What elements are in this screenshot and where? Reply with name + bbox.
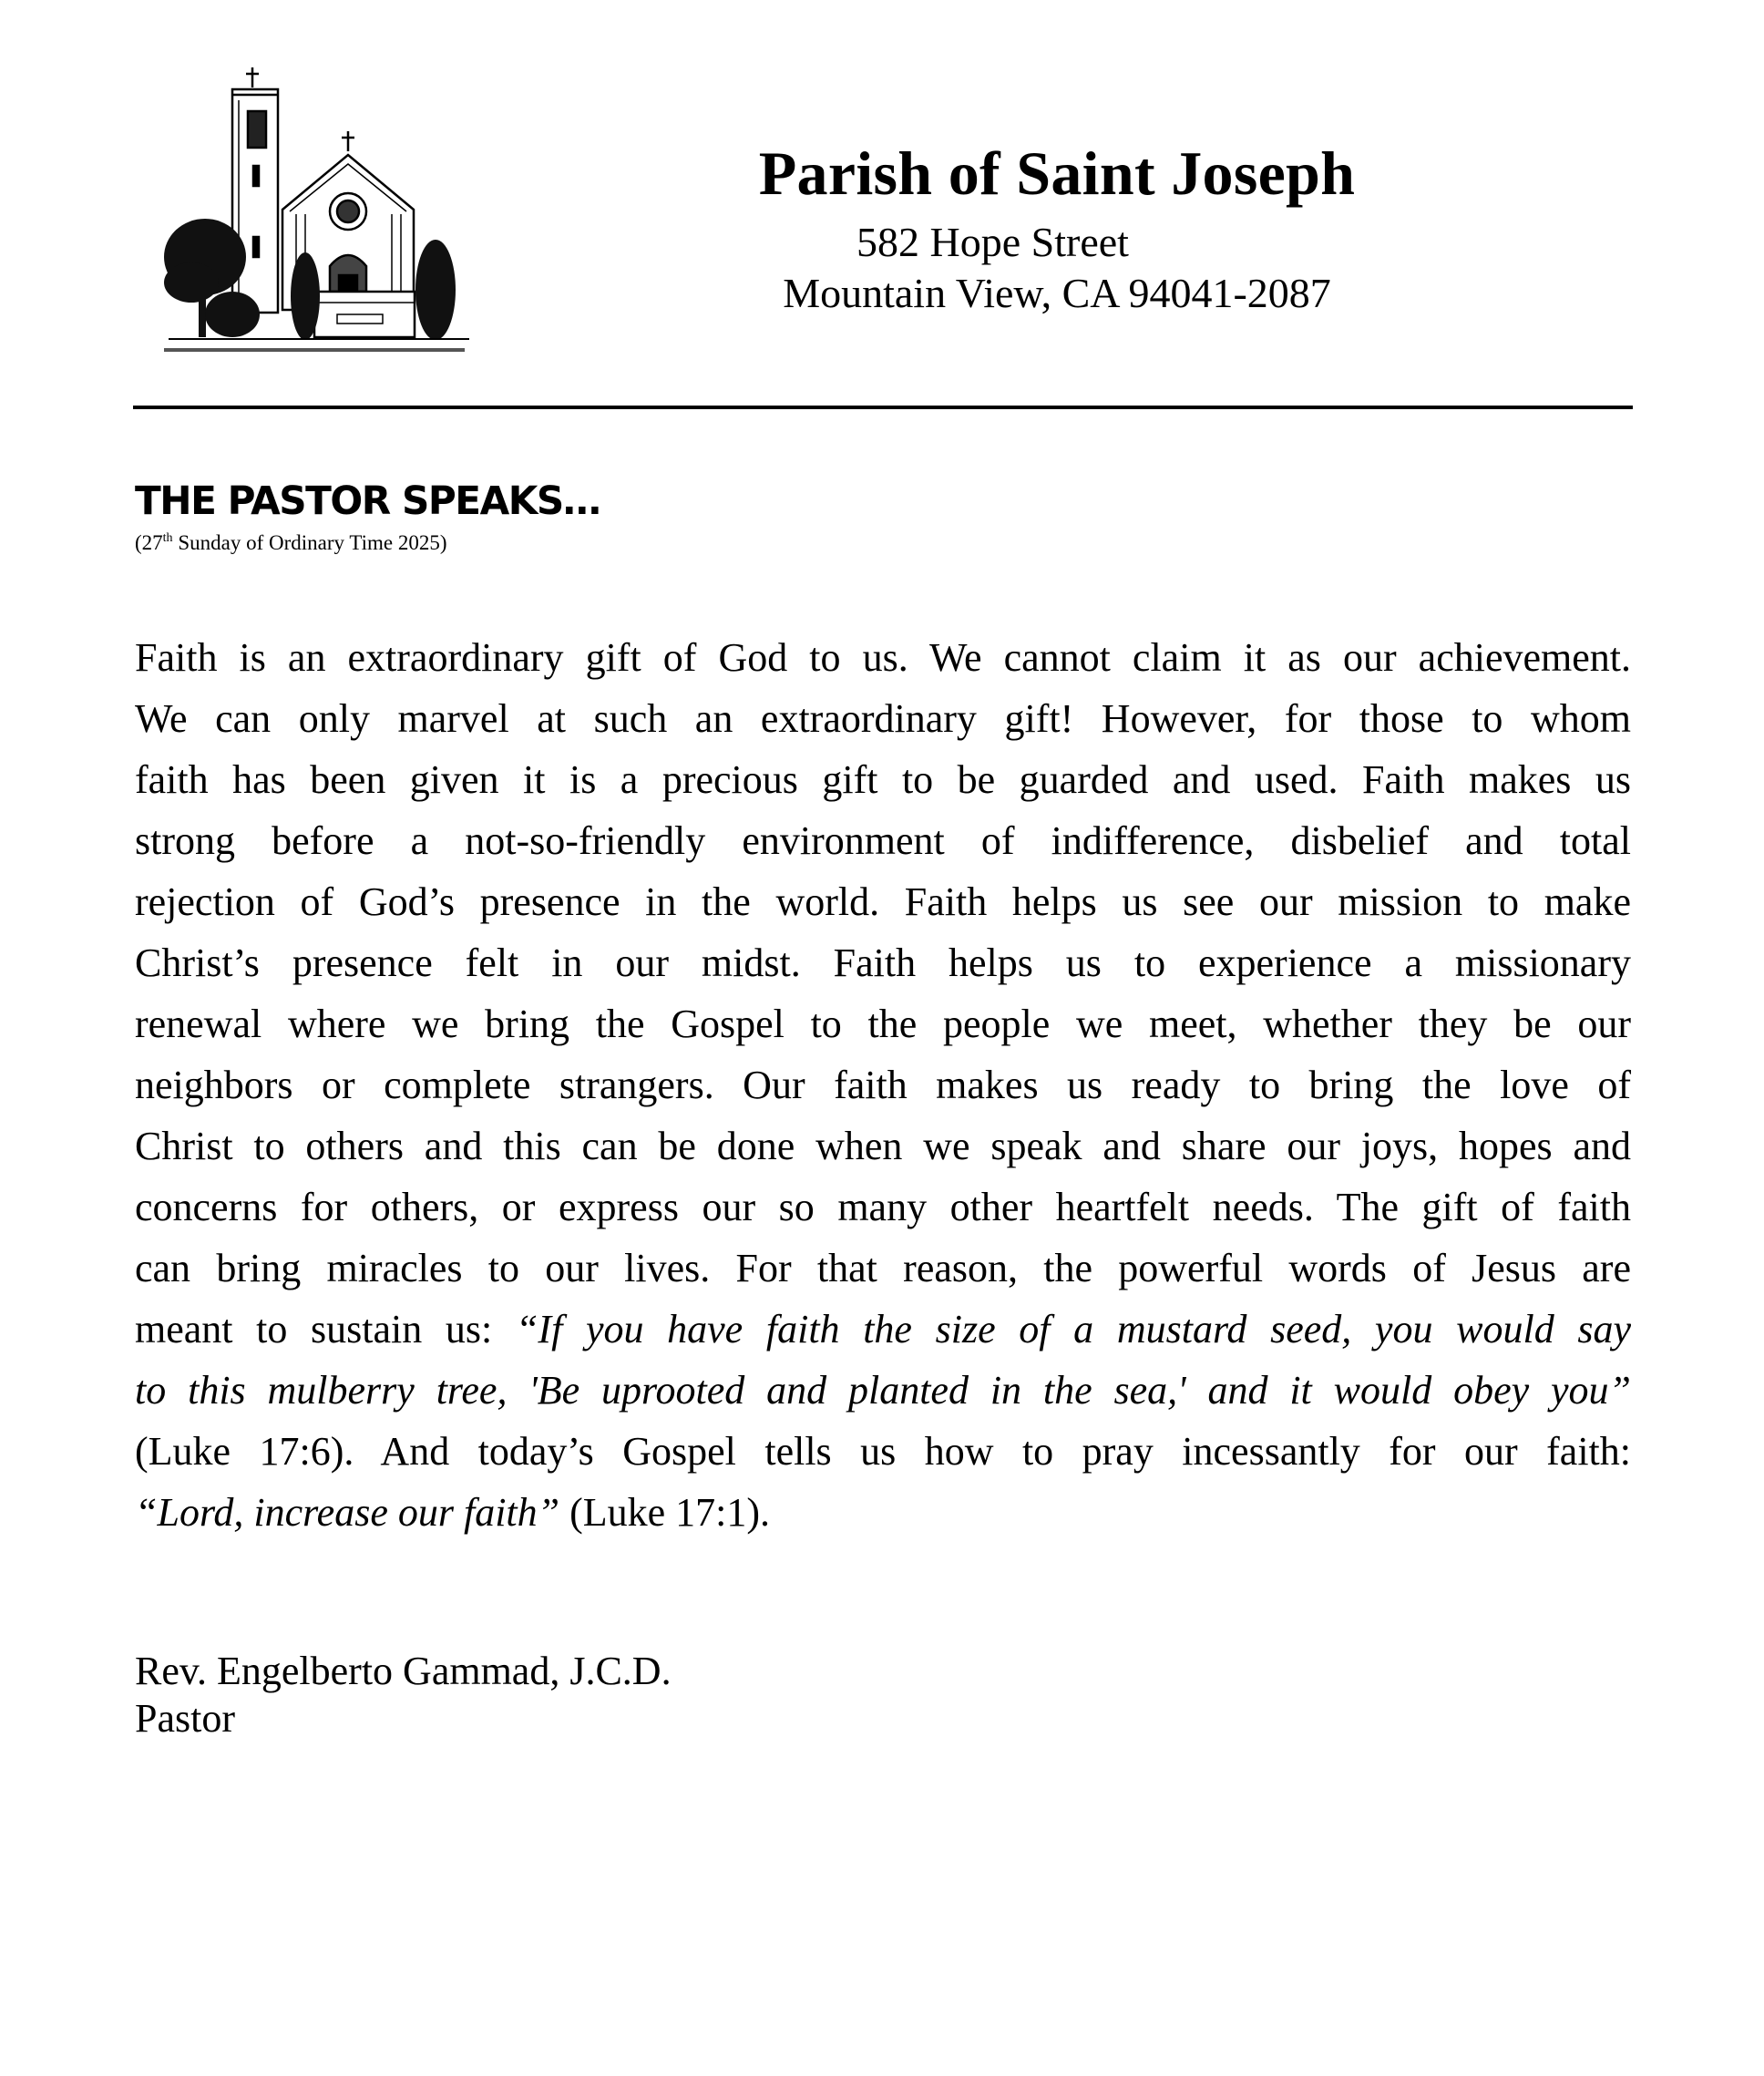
address-street: 582 Hope Street (856, 219, 1129, 265)
subtitle-ordinal: th (162, 531, 173, 545)
body-text-run: meant to sustain us: (135, 1307, 516, 1351)
body-text-run: can bring miracles to our lives. For that reason, the powerful words of Jesus are (135, 1246, 1631, 1290)
body-line (135, 871, 1631, 932)
body-line (135, 1482, 1631, 1543)
body-line (135, 932, 1631, 993)
parish-name: Parish of Saint Joseph (758, 139, 1356, 208)
body-line (135, 1360, 1631, 1421)
body-text-run: Faith is an extraordinary gift of God to us. We cannot claim it as our achievement. (135, 635, 1631, 680)
body-line (135, 688, 1631, 749)
body-line (135, 1115, 1631, 1177)
signature-title: Pastor (135, 1696, 235, 1741)
subtitle-suffix: Sunday of Ordinary Time 2025) (172, 531, 447, 554)
scripture-quote: “If you have faith the size of a mustard seed, you would say (515, 1307, 1631, 1351)
body-text-run: Christ to others and this can be done when we speak and share our joys, hopes and (135, 1124, 1631, 1168)
body-text-run: strong before a not-so-friendly environment of indifference, disbelief and total (135, 818, 1631, 863)
body-line (135, 1238, 1631, 1299)
article-body (135, 627, 1631, 1543)
body-line (135, 1299, 1631, 1360)
signature-block (135, 1648, 672, 1742)
subtitle-prefix: (27 (135, 531, 163, 554)
body-text-run: neighbors or complete strangers. Our faith makes us ready to bring the love of (135, 1063, 1631, 1107)
body-line (135, 1054, 1631, 1115)
body-line (135, 993, 1631, 1054)
body-text-run: (Luke 17:1). (559, 1490, 771, 1535)
column-heading: THE PASTOR SPEAKS… (135, 478, 600, 524)
body-line (135, 1177, 1631, 1238)
body-line (135, 1421, 1631, 1482)
body-text-run: concerns for others, or express our so many other heartfelt needs. The gift of faith (135, 1185, 1631, 1229)
body-text-run: (Luke 17:6). And today’s Gospel tells us how to pray incessantly for our faith: (135, 1429, 1631, 1474)
body-line (135, 749, 1631, 810)
body-text-run: faith has been given it is a precious gift to be guarded and used. Faith makes us (135, 757, 1631, 802)
signature-name: Rev. Engelberto Gammad, J.C.D. (135, 1649, 672, 1693)
column-subtitle (135, 530, 446, 556)
body-line (135, 627, 1631, 688)
address-city: Mountain View, CA 94041-2087 (783, 270, 1331, 316)
body-text-run: rejection of God’s presence in the world. Faith helps us see our mission to make (135, 879, 1631, 924)
header-divider (133, 406, 1633, 409)
scripture-quote: “Lord, increase our faith” (135, 1490, 560, 1535)
body-text-run: We can only marvel at such an extraordinary gift! However, for those to whom (135, 696, 1631, 741)
church-illustration-icon (155, 64, 474, 355)
body-text-run: Christ’s presence felt in our midst. Faith helps us to experience a missionary (135, 940, 1631, 985)
body-line (135, 810, 1631, 871)
body-text-run: renewal where we bring the Gospel to the people we meet, whether they be our (135, 1002, 1631, 1046)
scripture-quote: to this mulberry tree, 'Be uprooted and planted in the sea,' and it would obey you” (135, 1368, 1631, 1413)
